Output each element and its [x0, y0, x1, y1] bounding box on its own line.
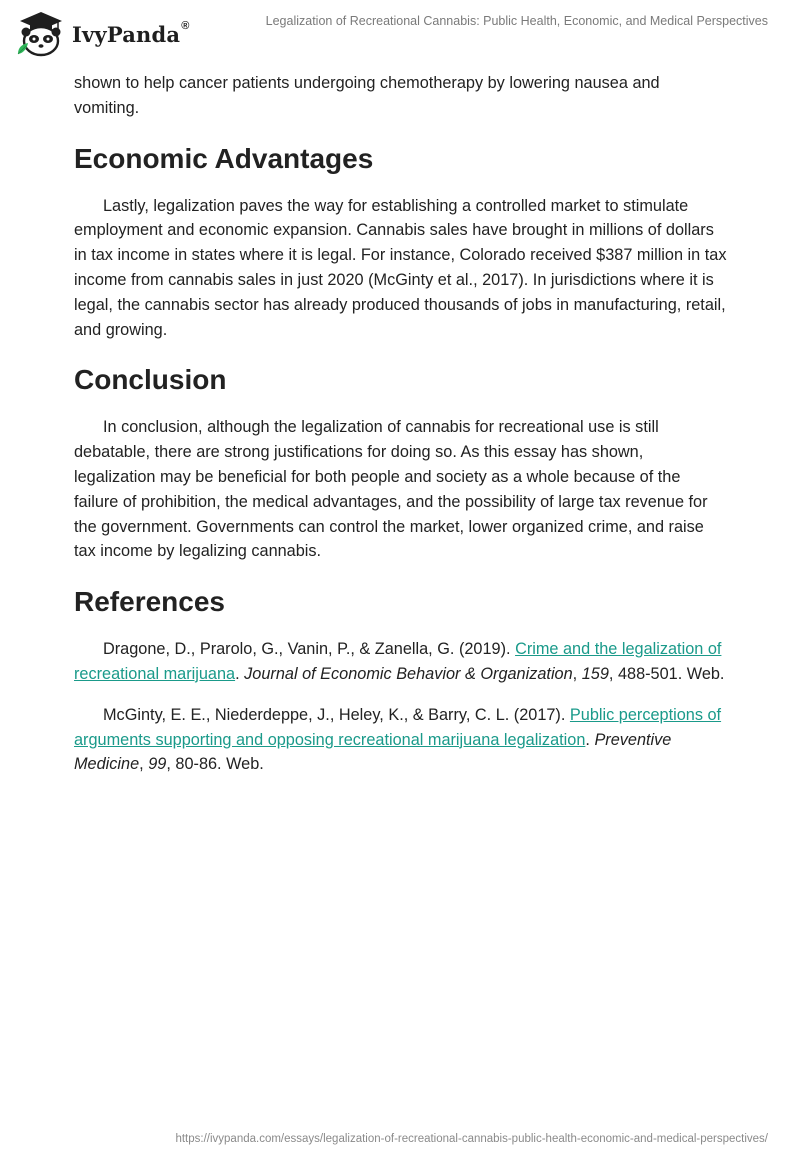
- reference-authors: Dragone, D., Prarolo, G., Vanin, P., & Zanella, G. (2019).: [103, 640, 511, 659]
- ivypanda-logo[interactable]: [14, 8, 204, 60]
- section-heading: Economic Advantages: [74, 142, 374, 174]
- reference-journal: Preventive Medicine: [74, 730, 672, 774]
- panda-graduate-icon: [14, 10, 68, 58]
- reference-volume: 159: [581, 664, 609, 683]
- reference-link[interactable]: Crime and the legalization of recreational marijuana: [74, 640, 722, 683]
- reference-pages: , 488-501. Web.: [608, 664, 725, 683]
- section-paragraph: Lastly, legalization paves the way for establishing a controlled market to stimulate employment and economic expansion. Cannabis sales have brought in millions of dollars in tax income in states where it is legal. For instance, Colorado received $387 million in tax income from cannabis sales in just 2020 (McGinty et al., 2017). In jurisdictions where it is legal, the cannabis sector has already produced thousands of jobs in manufacturing, retail, and growing.: [74, 196, 727, 339]
- references-heading: References: [74, 586, 225, 618]
- essay-content: [74, 71, 728, 777]
- document-title: Legalization of Recreational Cannabis: Public Health, Economic, and Medical Perspectives: [265, 14, 768, 28]
- page-header: [0, 0, 800, 68]
- reference-volume: 99: [148, 755, 167, 774]
- reference-journal: Journal of Economic Behavior & Organization: [244, 664, 573, 683]
- footer-url[interactable]: https://ivypanda.com/essays/legalization-of-recreational-cannabis-public-health-economic-and-medical-perspectives/: [175, 1133, 768, 1145]
- reference-link[interactable]: Public perceptions of arguments supporting and opposing recreational marijuana legalization: [74, 705, 722, 749]
- brand-name: IvyPanda®: [72, 19, 190, 47]
- section-heading: Conclusion: [74, 364, 227, 396]
- reference-entry: Dragone, D., Prarolo, G., Vanin, P., & Zanella, G. (2019). Crime and the legalization of recreational marijuana. Journal of Economic Behavior & Organization, 159, 488-501. Web.: [74, 640, 725, 683]
- intro-paragraph: shown to help cancer patients undergoing chemotherapy by lowering nausea and vomiting.: [74, 74, 660, 117]
- reference-pages: , 80-86. Web.: [166, 755, 264, 774]
- reference-authors: McGinty, E. E., Niederdeppe, J., Heley, K., & Barry, C. L. (2017).: [103, 705, 566, 724]
- section-paragraph: In conclusion, although the legalization of cannabis for recreational use is still debatable, there are strong justifications for doing so. As this essay has shown, legalization may be beneficial for both people and society as a whole because of the failure of prohibition, the medical advantages, and the possibility of large tax revenue for the government. Governments can control the market, lower organized crime, and raise tax income by legalizing cannabis.: [74, 418, 708, 561]
- reference-entry: McGinty, E. E., Niederdeppe, J., Heley, K., & Barry, C. L. (2017). Public perceptions of arguments supporting and opposing recreational marijuana legalization. Preventive Medicine, 99, 80-86. Web.: [74, 705, 722, 774]
